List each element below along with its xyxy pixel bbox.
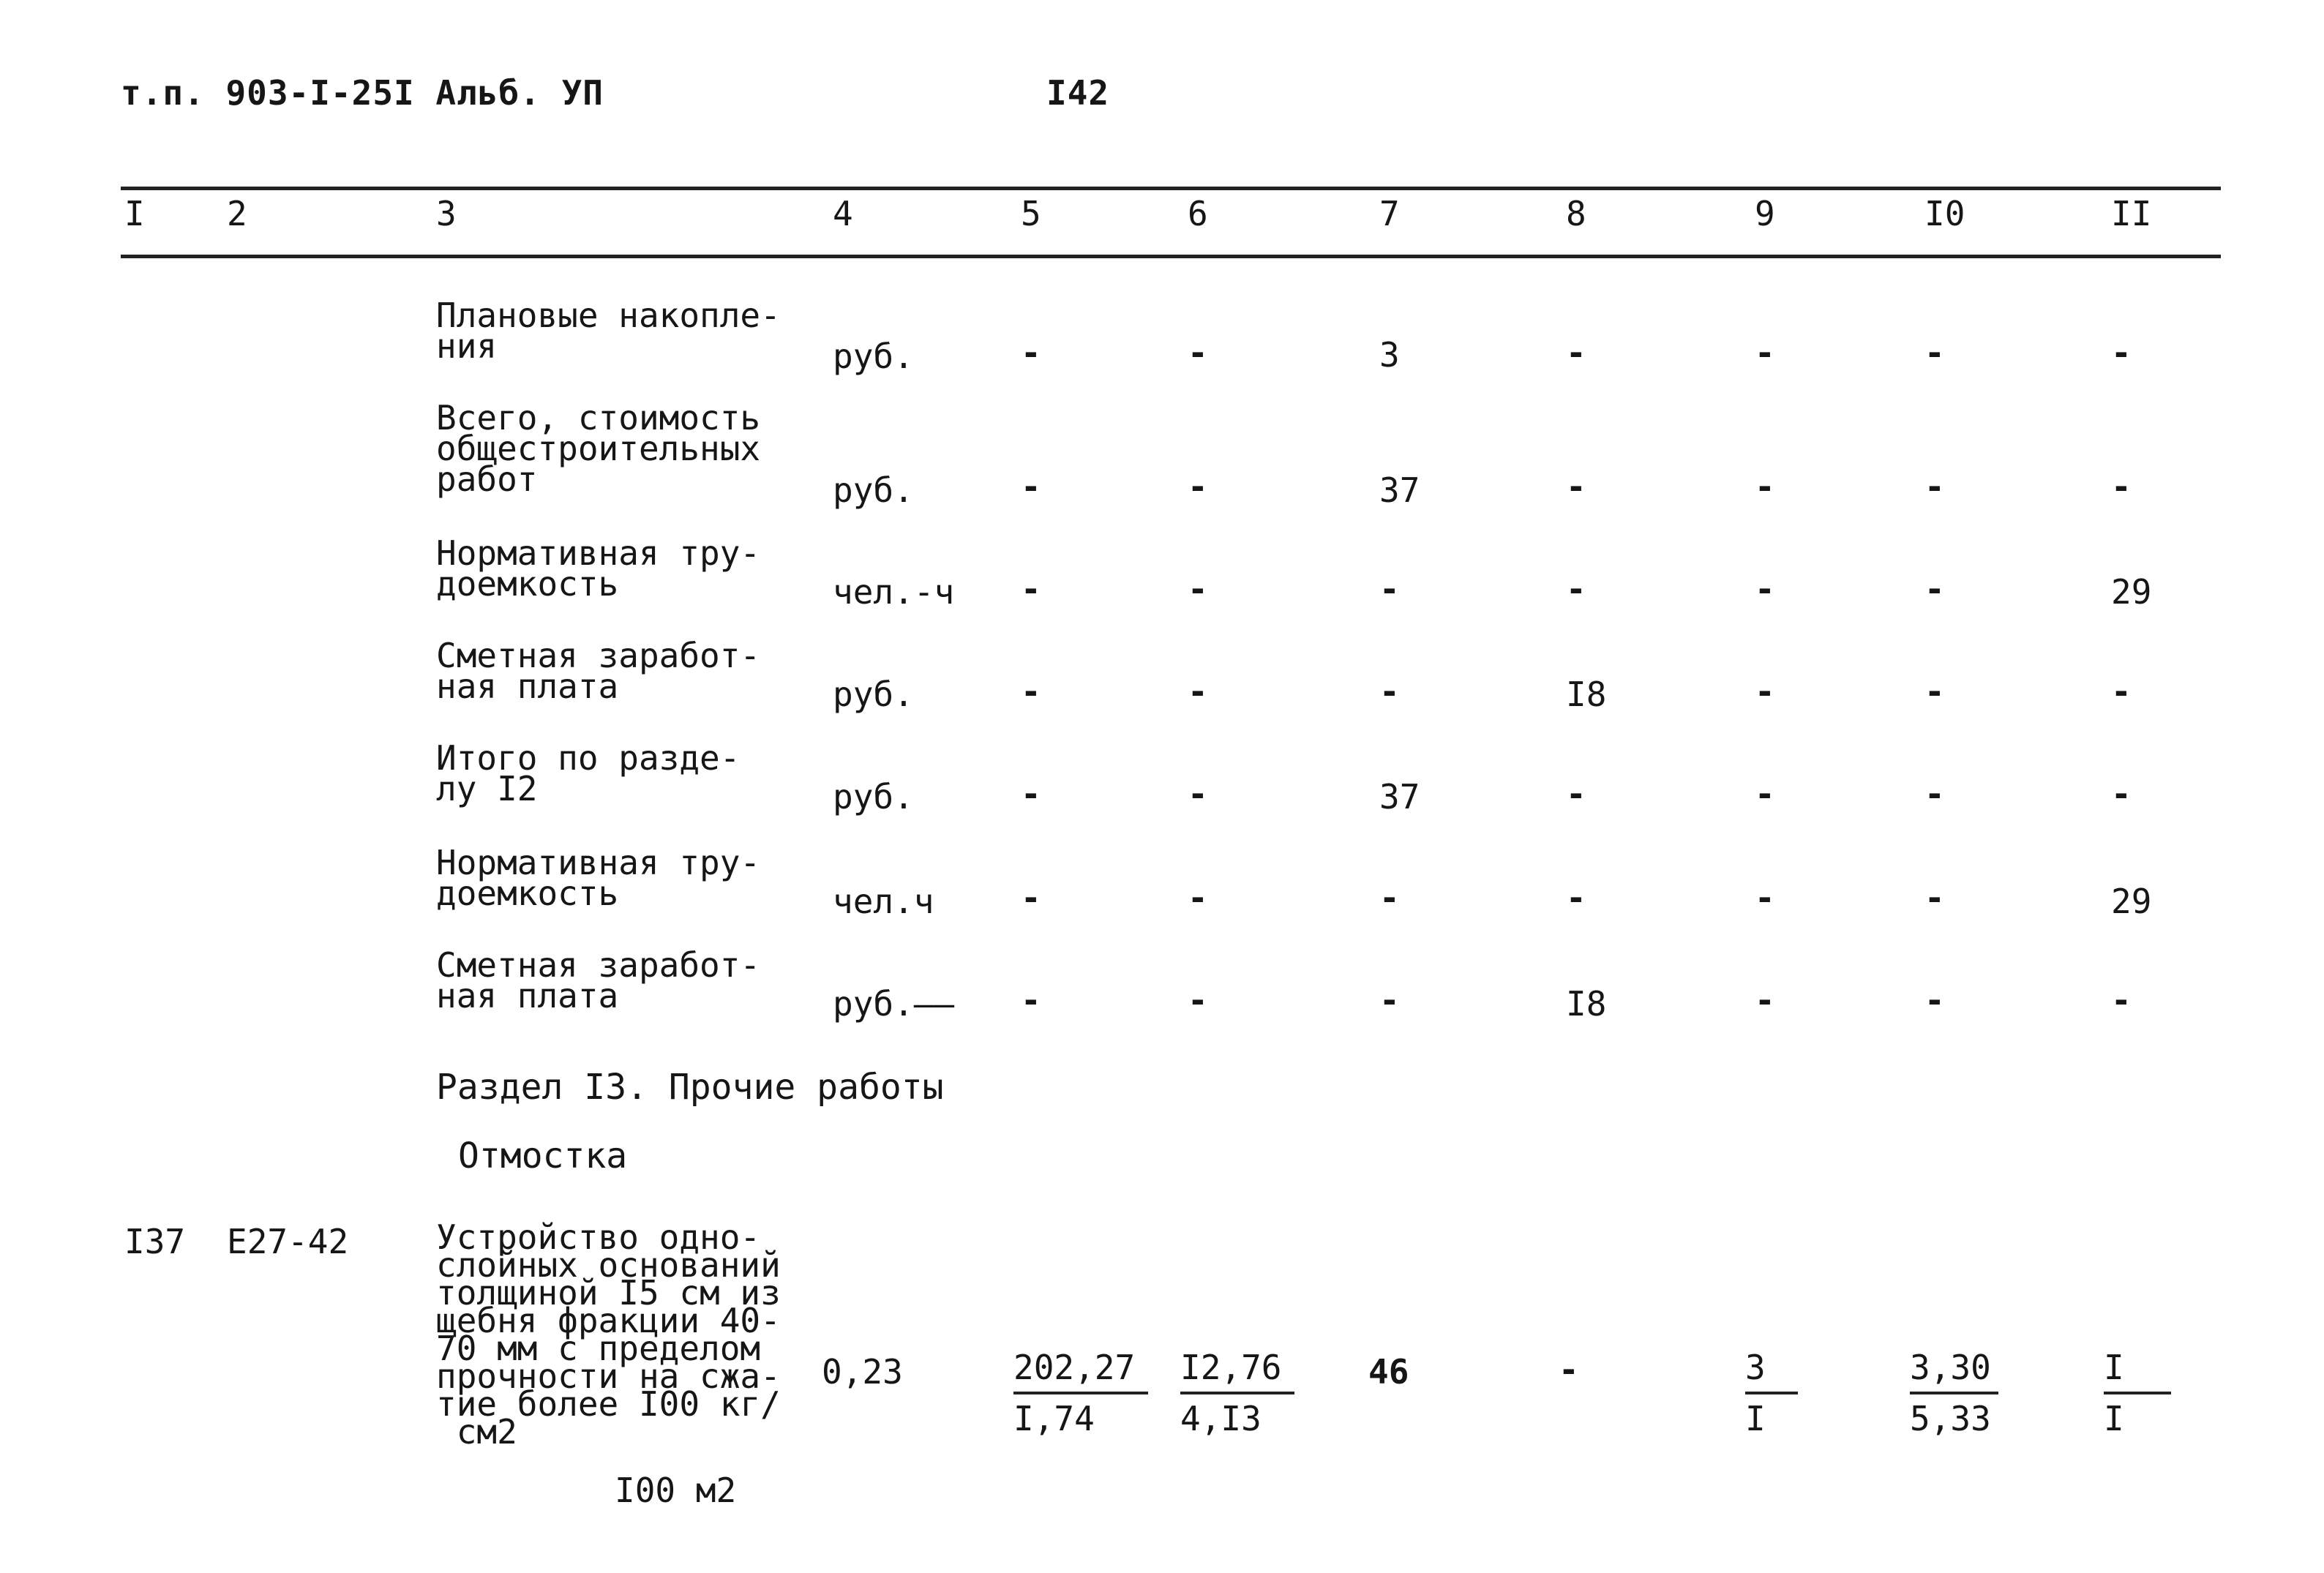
cell-col6: - — [1188, 878, 1208, 917]
row-unit: руб. — [833, 675, 914, 714]
column-header-7: 7 — [1379, 194, 1400, 233]
row-unit: руб. — [833, 470, 914, 510]
item-unit-label: I00 м2 — [615, 1471, 737, 1510]
row-unit: руб.—— — [833, 984, 955, 1024]
cell-col11: - — [2111, 980, 2132, 1020]
section-title: Раздел I3. Прочие работы — [436, 1067, 944, 1108]
cell-col10: - — [1924, 569, 1945, 609]
cell-col9: - — [1755, 467, 1775, 506]
page-number: I42 — [1046, 73, 1110, 113]
cell-col8: - — [1566, 569, 1586, 609]
cell-col5: - — [1021, 774, 1041, 814]
cell-col5: - — [1021, 467, 1041, 506]
item-col8: - — [1559, 1350, 1579, 1389]
cell-col5: - — [1021, 333, 1041, 372]
table-top-rule — [121, 187, 2221, 190]
cell-col11: - — [2111, 467, 2132, 506]
row-unit: руб. — [833, 337, 914, 376]
cell-col10: - — [1924, 878, 1945, 917]
cell-col9: - — [1755, 980, 1775, 1020]
column-header-10: I0 — [1924, 194, 1965, 233]
cell-col6: - — [1188, 980, 1208, 1020]
cell-col6: - — [1188, 672, 1208, 711]
cell-col11: - — [2111, 672, 2132, 711]
cell-col8: I8 — [1566, 984, 1607, 1024]
column-header-6: 6 — [1188, 194, 1208, 233]
item-col6-fraction — [1180, 1343, 1294, 1443]
cell-col6: - — [1188, 467, 1208, 506]
item-col10-top: 3,30 — [1910, 1343, 1998, 1394]
cell-col11: - — [2111, 774, 2132, 814]
item-code: Е27-42 — [227, 1222, 349, 1261]
cell-col7: - — [1379, 569, 1400, 609]
column-header-1: I — [124, 194, 145, 233]
cell-col7: 37 — [1379, 777, 1420, 816]
cell-col8: - — [1566, 878, 1586, 917]
cell-col10: - — [1924, 333, 1945, 372]
item-col6-bottom: 4,I3 — [1180, 1399, 1262, 1438]
cell-col11: 29 — [2111, 882, 2152, 921]
cell-col5: - — [1021, 672, 1041, 711]
row-name: Нормативная тру- доемкость — [436, 533, 761, 604]
cell-col6: - — [1188, 774, 1208, 814]
cell-col7: 37 — [1379, 470, 1420, 510]
cell-col10: - — [1924, 672, 1945, 711]
document-reference: т.п. 903-I-25I Альб. УП — [121, 73, 604, 113]
item-col11-top: I — [2104, 1343, 2171, 1394]
cell-col9: - — [1755, 672, 1775, 711]
item-col6-top: I2,76 — [1180, 1343, 1294, 1394]
item-col5-bottom: I,74 — [1013, 1399, 1095, 1438]
cell-col8: - — [1566, 333, 1586, 372]
item-col11-bottom: I — [2104, 1399, 2124, 1438]
cell-col8: - — [1566, 774, 1586, 814]
cell-col11: - — [2111, 333, 2132, 372]
cell-col7: - — [1379, 980, 1400, 1020]
cell-col8: - — [1566, 467, 1586, 506]
cell-col5: - — [1021, 980, 1041, 1020]
column-header-4: 4 — [833, 194, 853, 233]
item-col9-fraction — [1745, 1343, 1798, 1443]
cell-col5: - — [1021, 878, 1041, 917]
item-col5-fraction — [1013, 1343, 1148, 1443]
row-name: Сметная заработ- ная плата — [436, 636, 761, 706]
cell-col6: - — [1188, 569, 1208, 609]
row-unit: руб. — [833, 777, 914, 816]
cell-col11: 29 — [2111, 572, 2152, 612]
cell-col9: - — [1755, 774, 1775, 814]
item-col5-top: 202,27 — [1013, 1343, 1148, 1394]
subsection-title: Отмостка — [458, 1135, 628, 1176]
item-col10-bottom: 5,33 — [1910, 1399, 1991, 1438]
item-col9-bottom: I — [1745, 1399, 1766, 1438]
row-name: Нормативная тру- доемкость — [436, 843, 761, 913]
column-header-9: 9 — [1755, 194, 1775, 233]
row-unit: чел.ч — [833, 882, 934, 921]
row-unit: чел.-ч — [833, 572, 955, 612]
row-name: Итого по разде- лу I2 — [436, 738, 741, 808]
item-number: I37 — [124, 1222, 186, 1261]
cell-col7: - — [1379, 672, 1400, 711]
item-quantity: 0,23 — [822, 1352, 903, 1392]
item-col10-fraction — [1910, 1343, 1998, 1443]
row-name: Всего, стоимость общестроительных работ — [436, 398, 761, 499]
item-col7: 46 — [1368, 1352, 1409, 1392]
row-name: Плановые накопле- ния — [436, 296, 781, 366]
table-header-bottom-rule — [121, 255, 2221, 258]
cell-col8: I8 — [1566, 675, 1607, 714]
column-header-2: 2 — [227, 194, 247, 233]
cell-col7: - — [1379, 878, 1400, 917]
item-col9-top: 3 — [1745, 1343, 1798, 1394]
cell-col9: - — [1755, 333, 1775, 372]
cell-col7: 3 — [1379, 335, 1400, 375]
cell-col10: - — [1924, 467, 1945, 506]
cell-col6: - — [1188, 333, 1208, 372]
cell-col9: - — [1755, 569, 1775, 609]
cell-col10: - — [1924, 980, 1945, 1020]
item-col11-fraction — [2104, 1343, 2171, 1443]
column-header-5: 5 — [1021, 194, 1041, 233]
column-header-11: II — [2111, 194, 2152, 233]
cell-col5: - — [1021, 569, 1041, 609]
item-name: Устройство одно- слойных оснований толщиной I5 см из щебня фракции 40- 70 мм с пределом прочности на сжа- тие более I00 кг/ см2 — [436, 1217, 781, 1452]
column-header-3: 3 — [436, 194, 457, 233]
row-name: Сметная заработ- ная плата — [436, 945, 761, 1015]
cell-col9: - — [1755, 878, 1775, 917]
cell-col10: - — [1924, 774, 1945, 814]
column-header-8: 8 — [1566, 194, 1586, 233]
